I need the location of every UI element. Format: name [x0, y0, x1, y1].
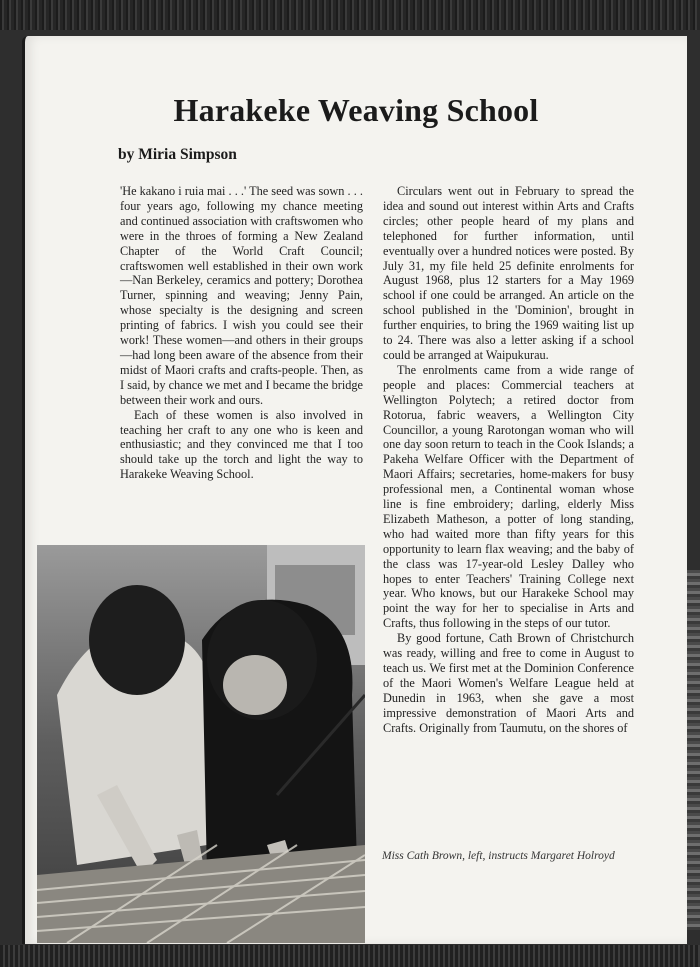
- left-column: [120, 184, 363, 482]
- paragraph: Each of these women is also involved in teaching her craft to any one who is keen and enthusiastic; and they convinced me that I too should take up the torch and light the way to Harakeke Weaving School.: [120, 407, 363, 482]
- paragraph: 'He kakano i ruia mai . . .' The seed was sown . . . four years ago, following my chance meeting and continued association with craftswomen who were in the throes of forming a New Zealand Chapter of the World Craft Council; craftswomen well established in their own work—Nan Berkeley, ceramics and pottery; Dorothea Turner, spinning and weaving; Jenny Pain, whose specialty is the designing and screen printing of fabrics. I wish you could see their work! These women—and others in their groups—had long been aware of the absence from their midst of Maori crafts and crafts-people. Then, as I said, by chance we met and I became the bridge between their work and ours.: [120, 184, 363, 407]
- weaving-photo-illustration: [37, 545, 365, 943]
- scan-border-bottom: [0, 945, 700, 967]
- article-byline: by Miria Simpson: [118, 146, 237, 163]
- magazine-page: [22, 36, 687, 944]
- weaving-photo: [37, 545, 365, 943]
- article-title: Harakeke Weaving School: [173, 92, 539, 128]
- scan-border-top: [0, 0, 700, 30]
- paragraph: Circulars went out in February to spread the idea and sound out interest within Arts and Crafts circles; other people heard of my plans and telephoned for further information, until eventually over a hundred notices were posted. By July 31, my file held 25 definite enrolments for August 1968, plus 12 starters for a May 1969 school if one could be arranged. An article on the school published in the 'Dominion', brought in further enquiries, to bring the 1969 waiting list up to 24. There was also a letter asking if a school could be arranged at Waipukurau.: [383, 184, 634, 362]
- photo-caption: Miss Cath Brown, left, instructs Margaret Holroyd: [382, 850, 615, 862]
- paragraph: The enrolments came from a wide range of people and places: Commercial teachers at Wellington Polytech; a retired doctor from Rotorua, fabric weavers, a Wellington City Councillor, a young Rarotongan woman who will one day soon return to teach in the Cook Islands; a Pakeha Welfare Officer with the Department of Maori Affairs; secretaries, home-makers for busy professional men, a Continental woman whose line is fine embroidery; darling, elderly Miss Elizabeth Matheson, a potter of long standing, who had waited more than fifty years for this opportunity to learn flax weaving; and the baby of the class was 17-year-old Lesley Dalley who hopes to enter Teachers' Training College next year. Who knows, but our Harakeke School may point the way for her to specialise in Arts and Crafts, thus following in the steps of our tutor.: [383, 362, 634, 631]
- right-column: [383, 184, 634, 736]
- paragraph: By good fortune, Cath Brown of Christchurch was ready, willing and free to come in August to teach us. We first met at the Dominion Conference of the Maori Women's Welfare League held at Dunedin in 1963, when she gave a most impressive demonstration of Maori Arts and Crafts. Originally from Taumutu, on the shores of: [383, 631, 634, 735]
